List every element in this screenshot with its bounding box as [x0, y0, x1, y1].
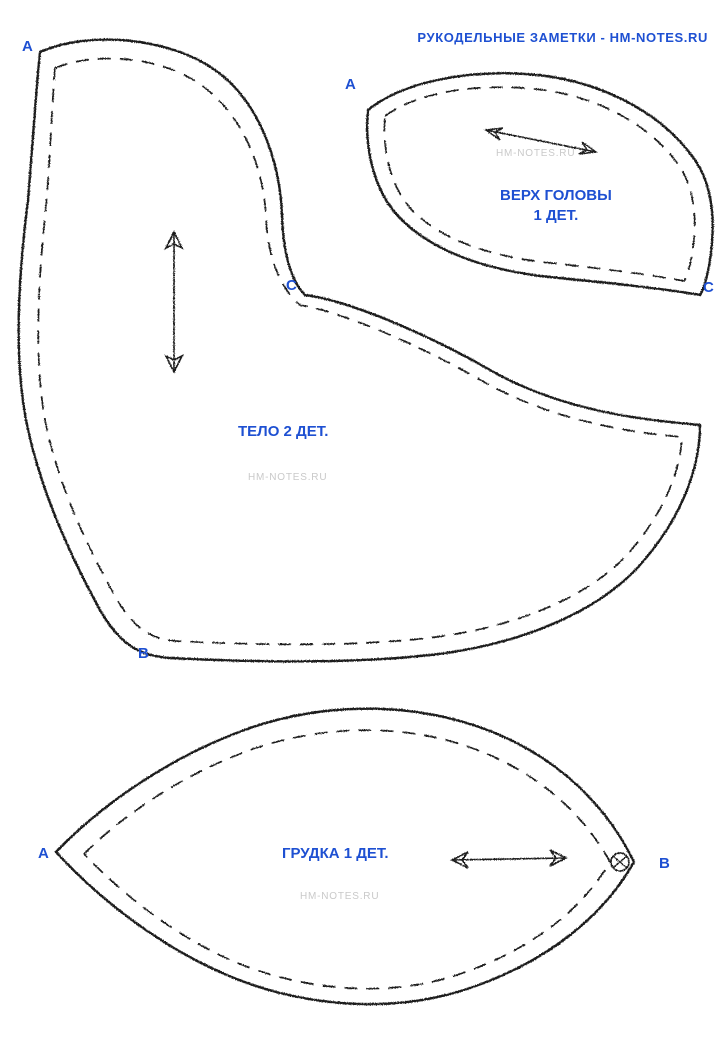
piece-label-head-top-line1: ВЕРХ ГОЛОВЫ	[500, 187, 612, 204]
head-top-outline	[367, 73, 712, 295]
page-title: РУКОДЕЛЬНЫЕ ЗАМЕТКИ - HM-NOTES.RU	[417, 30, 708, 45]
head-top-stitch-line	[384, 87, 694, 281]
breast-point-b-mark	[611, 853, 629, 871]
watermark-body: HM-NOTES.RU	[248, 472, 328, 483]
marker-head-a: A	[345, 76, 356, 93]
piece-label-head-top-line2: 1 ДЕТ.	[533, 207, 579, 225]
piece-label-head-top	[500, 186, 612, 227]
piece-label-breast: ГРУДКА 1 ДЕТ.	[282, 845, 389, 862]
marker-breast-b: B	[659, 855, 670, 872]
watermark-head: HM-NOTES.RU	[496, 148, 576, 159]
marker-body-b: B	[138, 645, 149, 662]
marker-head-c: C	[703, 279, 714, 296]
body-grainline-arrow	[166, 232, 182, 372]
marker-body-a: A	[22, 38, 33, 55]
body-outline	[19, 40, 700, 662]
breast-grainline-arrow	[452, 850, 566, 868]
piece-label-body: ТЕЛО 2 ДЕТ.	[238, 423, 329, 440]
marker-body-c: C	[286, 277, 297, 294]
watermark-breast: HM-NOTES.RU	[300, 891, 380, 902]
marker-breast-a: A	[38, 845, 49, 862]
